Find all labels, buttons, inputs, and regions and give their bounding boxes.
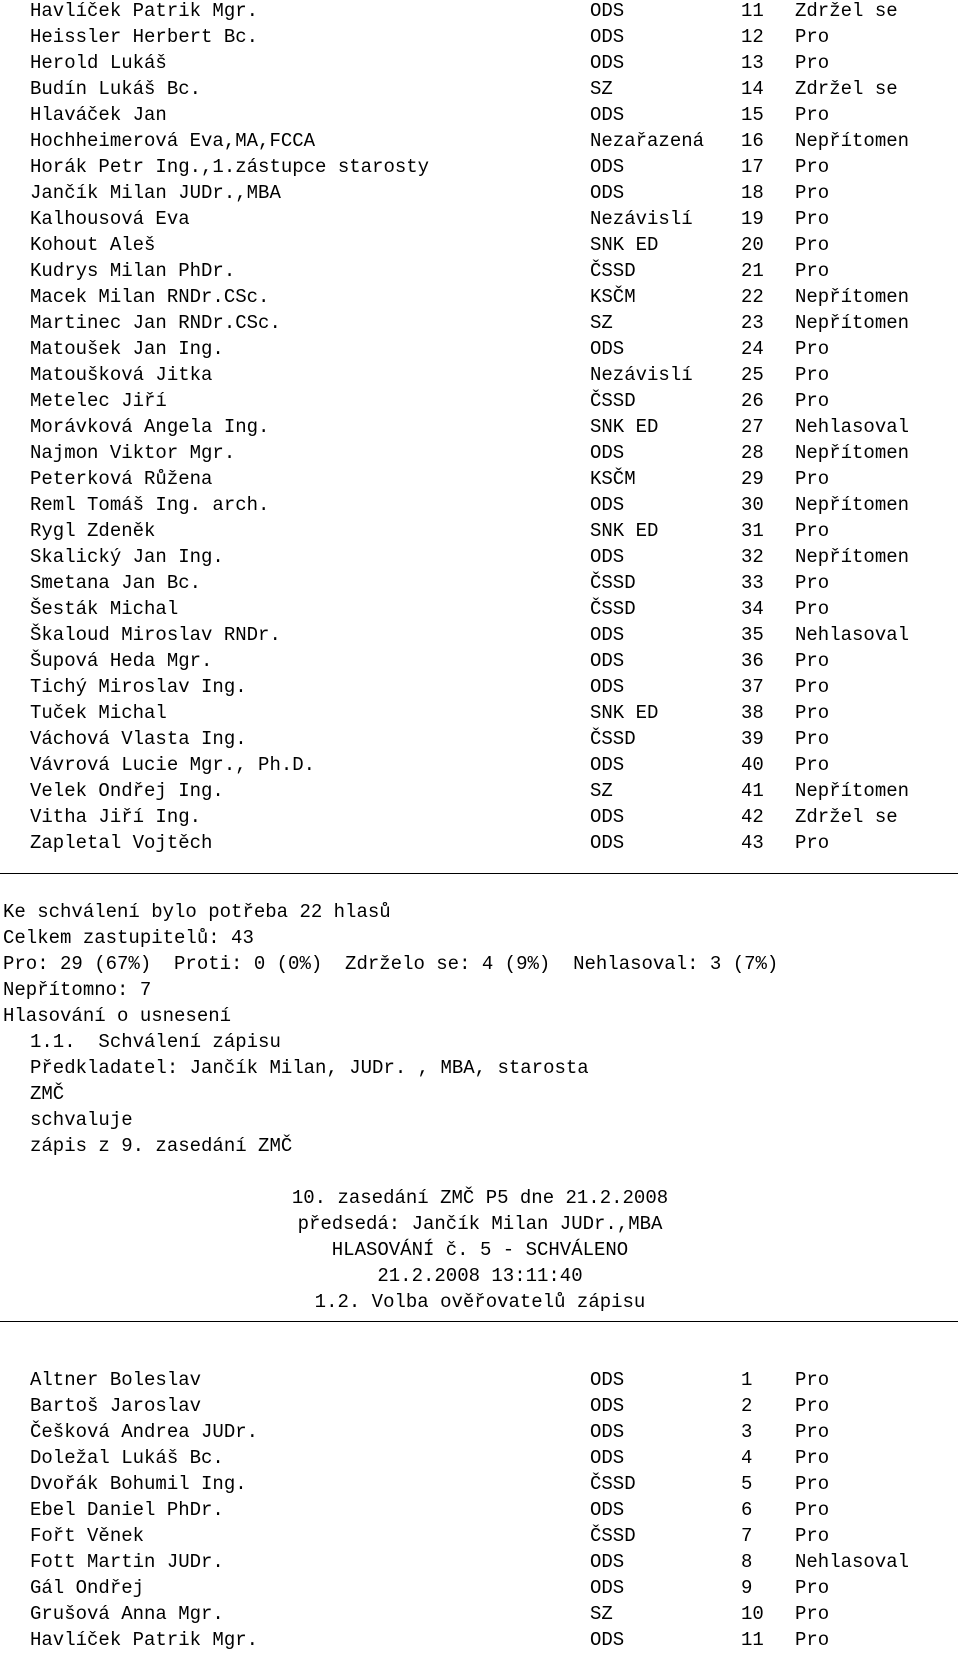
- member-party: ČSSD: [590, 1525, 636, 1547]
- divider-line: [0, 873, 958, 874]
- member-party: Nezařazená: [590, 130, 705, 152]
- member-number: 42: [741, 806, 764, 828]
- resolution-item: 1.1. Schválení zápisu: [30, 1031, 281, 1053]
- resolution-body: ZMČ: [30, 1083, 65, 1105]
- member-name: Hochheimerová Eva,MA,FCCA: [30, 130, 316, 152]
- member-number: 41: [741, 780, 764, 802]
- member-vote: Pro: [795, 468, 830, 490]
- member-party: SNK ED: [590, 416, 659, 438]
- member-party: Nezávislí: [590, 208, 693, 230]
- member-number: 21: [741, 260, 764, 282]
- member-number: 14: [741, 78, 764, 100]
- member-name: Váchová Vlasta Ing.: [30, 728, 247, 750]
- member-number: 29: [741, 468, 764, 490]
- member-vote: Pro: [795, 1603, 830, 1625]
- member-name: Dvořák Bohumil Ing.: [30, 1473, 247, 1495]
- member-party: SZ: [590, 312, 613, 334]
- member-number: 4: [741, 1447, 753, 1469]
- member-name: Altner Boleslav: [30, 1369, 202, 1391]
- member-number: 11: [741, 1629, 764, 1651]
- divider-line: [0, 1321, 958, 1322]
- member-vote: Nepřítomen: [795, 312, 910, 334]
- vote-topic: 1.2. Volba ověřovatelů zápisu: [314, 1291, 646, 1313]
- member-vote: Pro: [795, 1629, 830, 1651]
- member-party: ODS: [590, 832, 625, 854]
- member-name: Zapletal Vojtěch: [30, 832, 213, 854]
- member-number: 35: [741, 624, 764, 646]
- member-party: ODS: [590, 1421, 625, 1443]
- member-name: Jančík Milan JUDr.,MBA: [30, 182, 281, 204]
- member-number: 6: [741, 1499, 753, 1521]
- member-party: SNK ED: [590, 702, 659, 724]
- member-number: 10: [741, 1603, 764, 1625]
- member-party: ODS: [590, 624, 625, 646]
- member-vote: Pro: [795, 1447, 830, 1469]
- member-vote: Pro: [795, 650, 830, 672]
- member-vote: Pro: [795, 728, 830, 750]
- member-name: Šupová Heda Mgr.: [30, 650, 213, 672]
- member-party: ODS: [590, 1551, 625, 1573]
- member-number: 1: [741, 1369, 753, 1391]
- member-vote: Pro: [795, 832, 830, 854]
- member-name: Matoušková Jitka: [30, 364, 213, 386]
- member-number: 31: [741, 520, 764, 542]
- member-vote: Pro: [795, 104, 830, 126]
- member-name: Peterková Růžena: [30, 468, 213, 490]
- member-number: 23: [741, 312, 764, 334]
- member-name: Vitha Jiří Ing.: [30, 806, 202, 828]
- member-number: 27: [741, 416, 764, 438]
- member-vote: Nepřítomen: [795, 130, 910, 152]
- resolution-verb: schvaluje: [30, 1109, 133, 1131]
- member-party: ČSSD: [590, 390, 636, 412]
- member-vote: Pro: [795, 208, 830, 230]
- member-vote: Pro: [795, 754, 830, 776]
- member-vote: Pro: [795, 1499, 830, 1521]
- member-number: 36: [741, 650, 764, 672]
- member-party: ODS: [590, 1369, 625, 1391]
- member-vote: Nehlasoval: [795, 1551, 910, 1573]
- member-vote: Pro: [795, 260, 830, 282]
- member-number: 8: [741, 1551, 753, 1573]
- member-name: Škaloud Miroslav RNDr.: [30, 624, 281, 646]
- member-party: ODS: [590, 182, 625, 204]
- member-number: 12: [741, 26, 764, 48]
- member-party: ODS: [590, 1395, 625, 1417]
- session-title: 10. zasedání ZMČ P5 dne 21.2.2008: [291, 1187, 669, 1209]
- member-party: ODS: [590, 650, 625, 672]
- member-name: Kudrys Milan PhDr.: [30, 260, 236, 282]
- vote-status: HLASOVÁNÍ č. 5 - SCHVÁLENO: [331, 1239, 629, 1261]
- member-party: ODS: [590, 494, 625, 516]
- member-number: 3: [741, 1421, 753, 1443]
- absent-text: Nepřítomno: 7: [3, 979, 152, 1001]
- member-vote: Pro: [795, 390, 830, 412]
- member-vote: Nehlasoval: [795, 416, 910, 438]
- member-number: 30: [741, 494, 764, 516]
- resolution-proposer: Předkladatel: Jančík Milan, JUDr. , MBA, starosta: [30, 1057, 589, 1079]
- member-party: Nezávislí: [590, 364, 693, 386]
- member-vote: Nehlasoval: [795, 624, 910, 646]
- member-party: ODS: [590, 26, 625, 48]
- member-party: ODS: [590, 1577, 625, 1599]
- member-vote: Nepřítomen: [795, 494, 910, 516]
- member-vote: Pro: [795, 234, 830, 256]
- member-number: 38: [741, 702, 764, 724]
- member-name: Rygl Zdeněk: [30, 520, 156, 542]
- member-party: ČSSD: [590, 598, 636, 620]
- member-party: KSČM: [590, 468, 636, 490]
- member-vote: Pro: [795, 676, 830, 698]
- member-number: 13: [741, 52, 764, 74]
- member-vote: Nepřítomen: [795, 286, 910, 308]
- member-name: Velek Ondřej Ing.: [30, 780, 224, 802]
- member-number: 37: [741, 676, 764, 698]
- member-number: 9: [741, 1577, 753, 1599]
- member-name: Matoušek Jan Ing.: [30, 338, 224, 360]
- member-vote: Pro: [795, 598, 830, 620]
- member-number: 17: [741, 156, 764, 178]
- member-name: Šesták Michal: [30, 598, 179, 620]
- member-party: ODS: [590, 156, 625, 178]
- member-number: 5: [741, 1473, 753, 1495]
- member-number: 24: [741, 338, 764, 360]
- member-party: ČSSD: [590, 260, 636, 282]
- member-name: Reml Tomáš Ing. arch.: [30, 494, 270, 516]
- member-vote: Nepřítomen: [795, 546, 910, 568]
- member-name: Hlaváček Jan: [30, 104, 167, 126]
- member-name: Fott Martin JUDr.: [30, 1551, 224, 1573]
- member-name: Budín Lukáš Bc.: [30, 78, 202, 100]
- member-party: ODS: [590, 0, 625, 22]
- member-vote: Pro: [795, 52, 830, 74]
- member-vote: Pro: [795, 520, 830, 542]
- member-number: 34: [741, 598, 764, 620]
- member-party: SNK ED: [590, 520, 659, 542]
- member-name: Vávrová Lucie Mgr., Ph.D.: [30, 754, 316, 776]
- member-number: 22: [741, 286, 764, 308]
- member-number: 32: [741, 546, 764, 568]
- member-name: Horák Petr Ing.,1.zástupce starosty: [30, 156, 430, 178]
- member-party: SNK ED: [590, 234, 659, 256]
- member-party: ČSSD: [590, 1473, 636, 1495]
- member-party: ODS: [590, 52, 625, 74]
- member-vote: Zdržel se: [795, 0, 898, 22]
- member-name: Grušová Anna Mgr.: [30, 1603, 224, 1625]
- member-number: 2: [741, 1395, 753, 1417]
- resolution-text: zápis z 9. zasedání ZMČ: [30, 1135, 293, 1157]
- member-name: Tichý Miroslav Ing.: [30, 676, 247, 698]
- member-name: Doležal Lukáš Bc.: [30, 1447, 224, 1469]
- member-party: ODS: [590, 546, 625, 568]
- member-vote: Zdržel se: [795, 806, 898, 828]
- member-name: Bartoš Jaroslav: [30, 1395, 202, 1417]
- member-party: ČSSD: [590, 728, 636, 750]
- member-vote: Pro: [795, 702, 830, 724]
- member-name: Gál Ondřej: [30, 1577, 145, 1599]
- member-number: 33: [741, 572, 764, 594]
- member-party: ODS: [590, 338, 625, 360]
- vote-datetime: 21.2.2008 13:11:40: [377, 1265, 583, 1287]
- results-text: Pro: 29 (67%) Proti: 0 (0%) Zdrželo se: 4 (9%) Nehlasoval: 3 (7%): [3, 953, 779, 975]
- member-vote: Pro: [795, 572, 830, 594]
- member-name: Češková Andrea JUDr.: [30, 1421, 259, 1443]
- member-vote: Nepřítomen: [795, 442, 910, 464]
- member-name: Najmon Viktor Mgr.: [30, 442, 236, 464]
- member-vote: Pro: [795, 182, 830, 204]
- member-vote: Pro: [795, 1473, 830, 1495]
- member-number: 11: [741, 0, 764, 22]
- member-party: ODS: [590, 754, 625, 776]
- member-name: Tuček Michal: [30, 702, 167, 724]
- member-party: SZ: [590, 78, 613, 100]
- member-party: ODS: [590, 1629, 625, 1651]
- member-number: 26: [741, 390, 764, 412]
- member-name: Skalický Jan Ing.: [30, 546, 224, 568]
- member-vote: Pro: [795, 1577, 830, 1599]
- member-name: Kohout Aleš: [30, 234, 156, 256]
- member-name: Heissler Herbert Bc.: [30, 26, 259, 48]
- member-number: 28: [741, 442, 764, 464]
- member-name: Havlíček Patrik Mgr.: [30, 1629, 259, 1651]
- member-vote: Pro: [795, 26, 830, 48]
- member-number: 40: [741, 754, 764, 776]
- required-votes-text: Ke schválení bylo potřeba 22 hlasů: [3, 901, 391, 923]
- member-vote: Pro: [795, 1395, 830, 1417]
- member-party: ODS: [590, 1499, 625, 1521]
- member-name: Martinec Jan RNDr.CSc.: [30, 312, 281, 334]
- member-party: ČSSD: [590, 572, 636, 594]
- resolution-heading: Hlasování o usnesení: [3, 1005, 232, 1027]
- member-number: 18: [741, 182, 764, 204]
- member-party: ODS: [590, 104, 625, 126]
- member-name: Fořt Věnek: [30, 1525, 145, 1547]
- member-name: Macek Milan RNDr.CSc.: [30, 286, 270, 308]
- member-party: ODS: [590, 1447, 625, 1469]
- member-name: Havlíček Patrik Mgr.: [30, 0, 259, 22]
- member-name: Ebel Daniel PhDr.: [30, 1499, 224, 1521]
- member-number: 39: [741, 728, 764, 750]
- member-vote: Pro: [795, 1525, 830, 1547]
- member-vote: Pro: [795, 1421, 830, 1443]
- member-vote: Pro: [795, 364, 830, 386]
- member-party: KSČM: [590, 286, 636, 308]
- member-number: 25: [741, 364, 764, 386]
- member-vote: Zdržel se: [795, 78, 898, 100]
- member-party: ODS: [590, 676, 625, 698]
- member-vote: Pro: [795, 156, 830, 178]
- member-party: SZ: [590, 1603, 613, 1625]
- member-vote: Pro: [795, 338, 830, 360]
- chair-text: předsedá: Jančík Milan JUDr.,MBA: [297, 1213, 663, 1235]
- member-name: Morávková Angela Ing.: [30, 416, 270, 438]
- member-name: Herold Lukáš: [30, 52, 167, 74]
- member-number: 7: [741, 1525, 753, 1547]
- member-number: 19: [741, 208, 764, 230]
- member-number: 16: [741, 130, 764, 152]
- member-name: Smetana Jan Bc.: [30, 572, 202, 594]
- member-number: 43: [741, 832, 764, 854]
- member-party: ODS: [590, 806, 625, 828]
- member-party: ODS: [590, 442, 625, 464]
- member-number: 20: [741, 234, 764, 256]
- member-name: Metelec Jiří: [30, 390, 167, 412]
- member-party: SZ: [590, 780, 613, 802]
- member-vote: Pro: [795, 1369, 830, 1391]
- member-number: 15: [741, 104, 764, 126]
- member-vote: Nepřítomen: [795, 780, 910, 802]
- total-members-text: Celkem zastupitelů: 43: [3, 927, 254, 949]
- member-name: Kalhousová Eva: [30, 208, 190, 230]
